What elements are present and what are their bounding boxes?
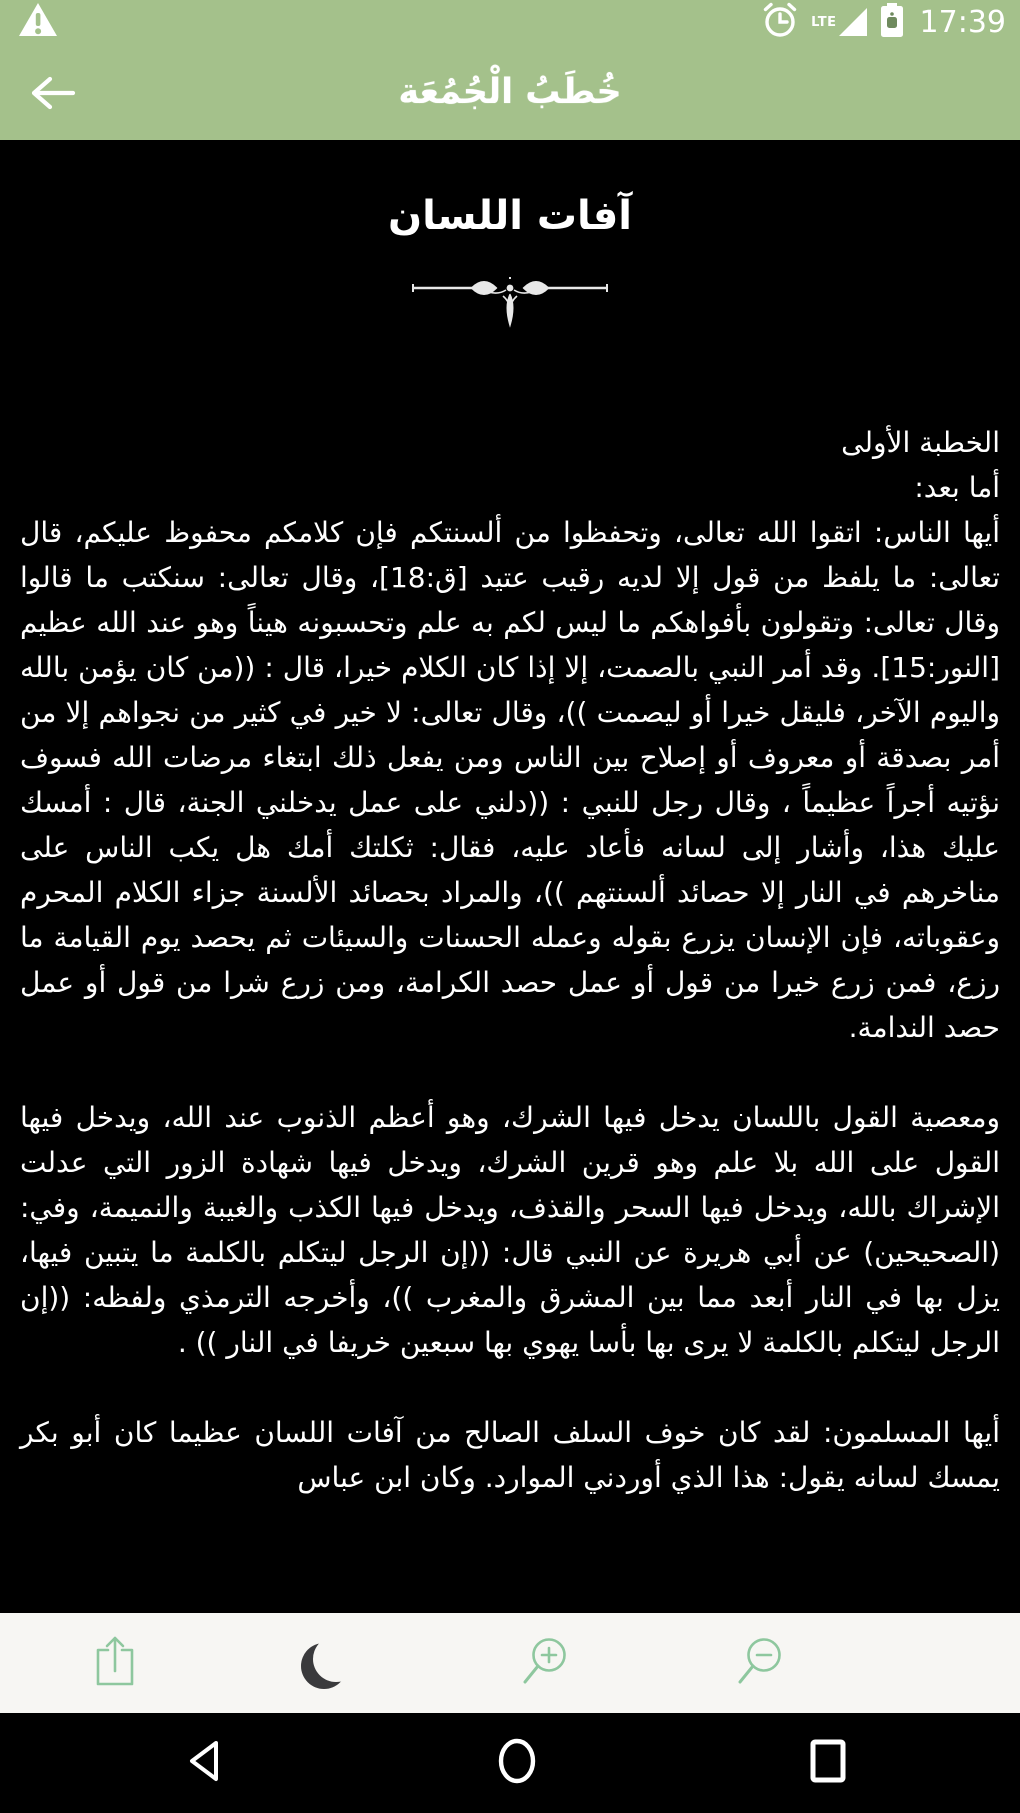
status-bar (0, 0, 1020, 44)
back-arrow-icon[interactable] (28, 72, 78, 114)
sermon-title: آفات اللسان (388, 193, 632, 239)
back-triangle-icon (184, 1738, 226, 1788)
signal-icon (811, 7, 867, 37)
nav-recents-button[interactable] (798, 1733, 858, 1793)
android-navigation-bar (0, 1713, 1020, 1813)
alarm-icon (760, 0, 800, 44)
nav-home-button[interactable] (487, 1733, 547, 1793)
clock-time: 17:39 (919, 4, 1006, 40)
sermon-content-area[interactable] (0, 140, 1020, 1613)
home-circle-icon (494, 1735, 540, 1791)
sermon-paragraph: أيها الناس: اتقوا الله تعالى، وتحفظوا من ألسنتكم فإن كلامكم محفوظ عليكم، قال تعالى: ما يلفظ من قول إلا لديه رقيب عتيد [ق:18]، وقال تعالى: سنكتب ما قالوا وقال تعالى: وتقولون بأفواهكم ما ليس لكم به علم وتحسبونه هيناً وهو عند الله عظيم [النور:15]. وقد أمر النبي بالصمت، إلا إذا كان الكلام خيرا، قال : ((من كان يؤمن بالله واليوم الآخر، فليقل خيرا أو ليصمت ))، وقال تعالى: لا خير في كثير من نجواهم إلا من أمر بصدقة أو معروف أو إصلاح بين الناس ومن يفعل ذلك ابتغاء مرضات الله فسوف نؤتيه أجراً عظيماً ، وقال رجل للنبي : ((دلني على عمل يدخلني الجنة، قال : أمسك عليك هذا، وأشار إلى لسانه فأعاد عليه، فقال: ثكلتك أمك هل يكب الناس على مناخرهم في النار إلا حصائد ألسنتهم ))، والمراد بحصائد الألسنة جزاء الكلام المحرم وعقوباته، فإن الإنسان يزرع بقوله وعمله الحسنات والسيئات ثم يحصد يوم القيامة ما رزع، فمن زرع خيرا من قول أو عمل حصد الكرامة، ومن زرع شرا من قول أو عمل حصد الندامة. (20, 516, 1000, 1044)
network-type-label: LTE (811, 15, 837, 30)
sermon-paragraph: ومعصية القول باللسان يدخل فيها الشرك، وهو أعظم الذنوب عند الله، ويدخل فيها القول على الله بلا علم وهو قرين الشرك، ويدخل فيها شهادة الزور التي عدلت الإشراك بالله، ويدخل فيها السحر والقذف، ويدخل فيها الكذب والغيبة والنميمة، وفي: (الصحيحين) عن أبي هريرة عن النبي قال: ((إن الرجل ليتكلم بالكلمة ما يتبين فيها، يزل بها في النار أبعد مما بين المشرق والمغرب ))، وأخرجه الترمذي ولفظه: ((إن الرجل ليتكلم بالكلمة لا يرى بها بأسا يهوي بها سبعين خريفا في النار )) . (20, 1101, 1000, 1359)
share-button[interactable] (70, 1618, 160, 1708)
app-title-calligraphy: خُطَبُ الْجُمُعَة (398, 72, 622, 112)
section-heading: الخطبة الأولى (841, 426, 1000, 459)
salutation: أما بعد: (914, 471, 1000, 504)
zoom-in-button[interactable] (500, 1618, 590, 1708)
night-mode-button[interactable] (285, 1618, 375, 1708)
zoom-in-icon (519, 1635, 571, 1691)
status-bar-right-cluster (760, 0, 1006, 44)
sermon-paragraph: أيها المسلمون: لقد كان خوف السلف الصالح من آفات اللسان عظيما كان أبو بكر يمسك لسانه يقول: هذا الذي أوردني الموارد. وكان ابن عباس (20, 1416, 1000, 1494)
recents-square-icon (807, 1737, 849, 1789)
app-bar (0, 44, 1020, 140)
nav-back-button[interactable] (175, 1733, 235, 1793)
zoom-out-button[interactable] (715, 1618, 805, 1708)
share-icon (91, 1633, 139, 1693)
reader-toolbar (0, 1613, 1020, 1713)
warning-icon (18, 2, 58, 42)
sermon-body (20, 420, 1000, 1500)
battery-icon (879, 1, 905, 43)
zoom-out-icon (734, 1635, 786, 1691)
ornamental-divider-icon (410, 276, 610, 332)
moon-icon (313, 1636, 359, 1682)
